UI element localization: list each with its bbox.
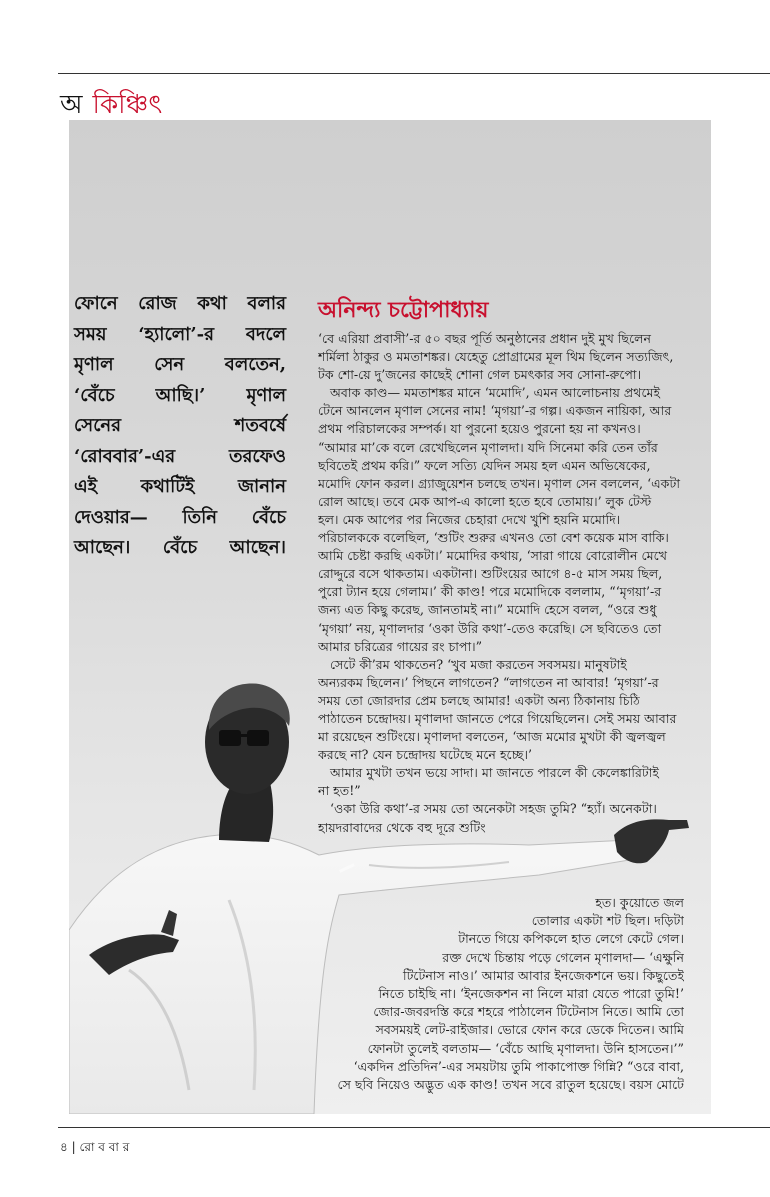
page-number: ৪ bbox=[60, 1140, 68, 1154]
body-line: ফোনটা তুলেই বলতাম— ‘বেঁচে আছি মৃণালদা। উনি হাসতেন।’” bbox=[367, 1040, 684, 1056]
body-line: সে ছবি নিয়েও অদ্ভুত এক কাণ্ড! তখন সবে রাতুল হয়েছে। বয়স মোটে bbox=[337, 1077, 684, 1093]
pull-quote-line: ‘রোববার’-এর তরফেও bbox=[74, 445, 286, 467]
body-line: জন্য এত কিছু করেছ, জানতামই না।” মমোদি হেসে বলল, “ওরে শুধু bbox=[318, 602, 657, 618]
pull-quote-line: সময় ‘হ্যালো’-র বদলে bbox=[74, 323, 286, 345]
body-line: তোলার একটা শট ছিল। দড়িটা bbox=[531, 913, 684, 929]
body-line: মা রয়েছেন শুটিংয়ে। মৃণালদা বলতেন, ‘আজ মমোর মুখটা কী জ্বলজ্বল bbox=[318, 729, 666, 745]
pull-quote-line: আছেন। বেঁচে আছেন। bbox=[74, 537, 286, 558]
body-line: আমি চেষ্টা করছি একটা।’ মমোদির কথায়, ‘সারা গায়ে বোরোলীন মেখে bbox=[318, 548, 667, 564]
body-line: সময় তো জোরদার প্রেম চলছে আমার! একটা অন্য ঠিকানায় চিঠি bbox=[318, 692, 640, 708]
article-body bbox=[318, 330, 696, 837]
pull-quote-line: ফোনে রোজ কথা বলার bbox=[74, 293, 286, 314]
body-line: ‘একদিন প্রতিদিন’-এর সময়টায় তুমি পাকাপোক্ত গিন্নি? “ওরে বাবা, bbox=[353, 1058, 684, 1074]
pull-quote-line: মৃণাল সেন বলতেন, bbox=[74, 354, 286, 375]
body-line: জোর-জবরদস্তি করে শহরে পাঠালেন টিটেনাস নিতে। আমি তো bbox=[373, 1004, 684, 1020]
body-line: আমার মুখটা তখন ভয়ে সাদা। মা জানতে পারলে কী কেলেঙ্কারিটাই bbox=[330, 765, 659, 781]
body-line: টেনে আনলেন মৃণাল সেনের নাম! ‘মৃগয়া’-র গল্প। একজন নায়িকা, আর bbox=[318, 403, 672, 419]
body-line: না হত!” bbox=[318, 783, 361, 799]
body-line: টিটেনাস নাও।’ আমার আবার ইনজেকশনে ভয়। কিছুতেই bbox=[402, 967, 684, 983]
magazine-name: রো ব বা র bbox=[79, 1140, 130, 1154]
body-line: করছে না? যেন চন্দ্রোদয় ঘটেছে মনে হচ্ছে।’ bbox=[318, 747, 533, 763]
body-line: ‘বে এরিয়া প্রবাসী’-র ৫০ বছর পূর্তি অনুষ্ঠানের প্রধান দুই মুখ ছিলেন bbox=[318, 331, 652, 346]
section-prefix: অ bbox=[60, 90, 83, 120]
folio-separator: | bbox=[71, 1140, 76, 1154]
body-line: অন্যরকম ছিলেন।’ পিছনে লাগতেন? “লাগতেন না আবার! ‘মৃগয়া’-র bbox=[318, 674, 659, 690]
body-line: আমার চরিত্রের গায়ের রং চাপা।” bbox=[318, 638, 483, 654]
pull-quote-line: দেওয়ার— তিনি বেঁচে bbox=[74, 506, 286, 528]
body-line: ‘মৃগয়া’ নয়, মৃণালদার ‘ওকা উরি কথা’-তেও করেছি। সে ছবিতেও তো bbox=[318, 620, 662, 636]
body-line: অবাক কাণ্ড— মমতাশঙ্কর মানে ‘মমোদি’, এমন আলোচনায় প্রথমেই bbox=[330, 385, 661, 401]
pull-quote-line: ‘বেঁচে আছি।’ মৃণাল bbox=[74, 384, 286, 406]
body-line: হায়দরাবাদের থেকে বহু দূরে শুটিং bbox=[318, 819, 486, 835]
body-line: প্রথম পরিচালকের সম্পর্ক। যা পুরনো হয়েও পুরনো হয় না কখনও। bbox=[318, 421, 641, 437]
section-header bbox=[60, 84, 162, 118]
body-line: হল। মেক আপের পর নিজের চেহারা দেখে খুশি হয়নি মমোদি। bbox=[318, 511, 621, 527]
body-line: শর্মিলা ঠাকুর ও মমতাশঙ্কর। যেহেতু প্রোগ্রামের মূল থিম ছিলেন সত্যজিৎ, bbox=[318, 349, 674, 365]
body-line: পরিচালককে বলেছিল, ‘শুটিং শুরুর এখনও তো বেশ কয়েক মাস বাকি। bbox=[318, 530, 669, 546]
author-byline: অনিন্দ্য চট্টোপাধ্যায় bbox=[318, 297, 489, 323]
page-folio bbox=[60, 1139, 129, 1159]
body-line: সবসময়ই লেট-রাইজার। ভোরে ফোন করে ডেকে দিতেন। আমি bbox=[375, 1022, 684, 1038]
bottom-rule bbox=[58, 1127, 770, 1128]
body-line: হত। কুয়োতে জল bbox=[595, 895, 684, 910]
pull-quote-line: সেনের শতবর্ষে bbox=[74, 415, 286, 436]
body-line: ‘ওকা উরি কথা’-র সময় তো অনেকটা সহজ তুমি? “হ্যাঁ। অনেকটা। bbox=[330, 801, 657, 817]
body-line: পুরো ট্যান হয়ে গেলাম।’ কী কাণ্ড! পরে মমোদিকে বললাম, “‘মৃগয়া’-র bbox=[318, 584, 662, 600]
body-line: টক শো-য়ে দু’জনের কাছেই শোনা গেল চমৎকার সব সোনা-রুপো। bbox=[318, 367, 642, 383]
pull-quote bbox=[74, 289, 286, 564]
body-line: রক্ত দেখে চিন্তায় পড়ে গেলেন মৃণালদা— ‘এক্ষুনি bbox=[442, 949, 684, 965]
body-line: “আমার মা’কে বলে রেখেছিলেন মৃণালদা। যদি সিনেমা করি তেন তাঁর bbox=[318, 439, 658, 455]
article-body-continued bbox=[214, 894, 684, 1094]
section-title: কিঞ্চিৎ bbox=[92, 90, 163, 120]
pull-quote-line: এই কথাটিই জানান bbox=[74, 476, 286, 497]
body-line: নিতে চাইছি না। ‘ইনজেকশন না নিলে মারা যেতে পারো তুমি!’ bbox=[378, 986, 684, 1002]
body-line: পাঠাতেন চন্দ্রোদয়। মৃণালদা জানতে পেরে গিয়েছিলেন। সেই সময় আবার bbox=[318, 710, 677, 726]
body-line: রোল আছে। তবে মেক আপ-এ কালো হতে হবে তোমায়।’ লুক টেস্ট bbox=[318, 493, 652, 509]
body-line: টানতে গিয়ে কপিকলে হাত লেগে কেটে গেল। bbox=[458, 931, 684, 947]
body-line: ছবিতেই প্রথম করি।” ফলে সত্যি যেদিন সময় হল এমন অভিষেকের, bbox=[318, 457, 651, 473]
top-rule bbox=[58, 73, 770, 74]
body-line: সেটে কী’রম থাকতেন? ‘খুব মজা করতেন সবসময়। মানুষটাই bbox=[330, 656, 627, 672]
body-line: মমোদি ফোন করল। গ্র্যাজুয়েশন চলছে তখন। মৃণাল সেন বললেন, ‘একটা bbox=[318, 475, 680, 491]
body-line: রোদ্দুরে বসে থাকতাম। একটানা। শুটিংয়ের আগে ৪-৫ মাস সময় ছিল, bbox=[318, 566, 663, 582]
